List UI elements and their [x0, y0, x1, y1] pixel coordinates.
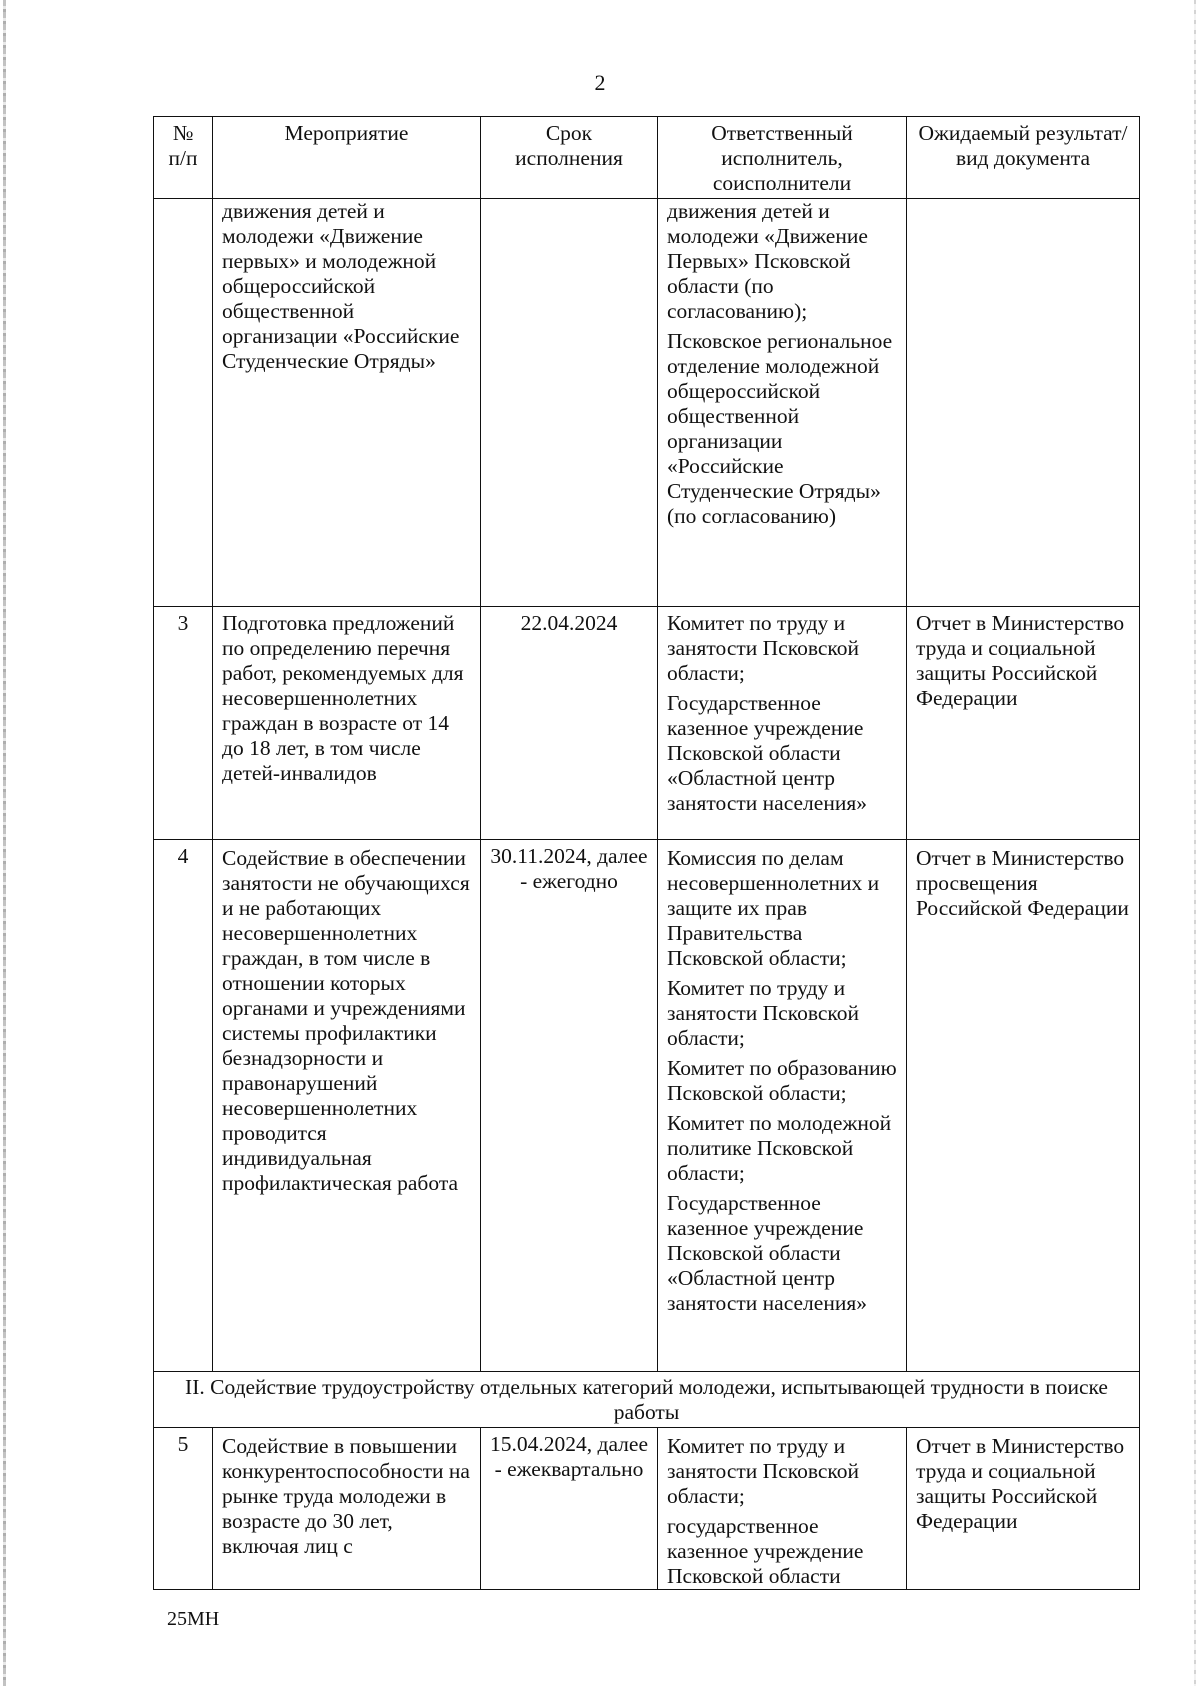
cell-num: 5: [154, 1428, 213, 1590]
cell-event: Подготовка предложений по определению перечня работ, рекомендуемых для несовершеннолетних граждан в возрасте от 14 до 18 лет, в том числе детей-инвалидов: [213, 607, 481, 840]
cell-result: Отчет в Министерство труда и социальной защиты Российской Федерации: [907, 1428, 1140, 1590]
responsible-item: движения детей и молодежи «Движение Первых» Псковской области (по согласованию);: [667, 199, 868, 323]
section-heading-row: [154, 1372, 1140, 1428]
scan-edge-right: [1194, 0, 1196, 1686]
cell-num: 3: [154, 607, 213, 840]
responsible-item: государственное казенное учреждение Псковской области: [667, 1514, 864, 1588]
cell-result: [907, 199, 1140, 607]
cell-responsible: [658, 1428, 907, 1590]
cell-term: 30.11.2024, далее - ежегодно: [481, 840, 658, 1372]
table-row-3: [154, 607, 1140, 840]
header-result: Ожидаемый результат/вид документа: [907, 117, 1140, 199]
cell-responsible: [658, 607, 907, 840]
cell-result: Отчет в Министерство просвещения Российской Федерации: [907, 840, 1140, 1372]
measures-table: [153, 116, 1140, 1590]
responsible-item: Комитет по образованию Псковской области;: [667, 1056, 897, 1105]
cell-event: Содействие в повышении конкурентоспособности на рынке труда молодежи в возрасте до 30 лет, включая лиц с: [213, 1428, 481, 1590]
header-term: Срок исполнения: [481, 117, 658, 199]
responsible-item: Государственное казенное учреждение Псковской области «Областной центр занятости населения»: [667, 691, 867, 815]
footer-code: 25МН: [167, 1608, 220, 1630]
scan-edge-left: [3, 0, 6, 1686]
cell-result: Отчет в Министерство труда и социальной защиты Российской Федерации: [907, 607, 1140, 840]
page-number: 2: [594, 70, 606, 95]
cell-term: [481, 199, 658, 607]
cell-responsible: [658, 840, 907, 1372]
responsible-item: Комитет по труду и занятости Псковской области;: [667, 1434, 859, 1508]
header-event: Мероприятие: [213, 117, 481, 199]
responsible-item: Комитет по труду и занятости Псковской области;: [667, 611, 859, 685]
section-title: II. Содействие трудоустройству отдельных категорий молодежи, испытывающей трудности в поиске работы: [154, 1372, 1140, 1428]
responsible-item: Государственное казенное учреждение Псковской области «Областной центр занятости населения»: [667, 1191, 867, 1315]
table-row-4: [154, 840, 1140, 1372]
table-row-continuation: [154, 199, 1140, 607]
cell-term: 15.04.2024, далее - ежеквартально: [481, 1428, 658, 1590]
cell-num: 4: [154, 840, 213, 1372]
header-num: № п/п: [154, 117, 213, 199]
cell-term: 22.04.2024: [481, 607, 658, 840]
responsible-item: Комиссия по делам несовершеннолетних и защите их прав Правительства Псковской области;: [667, 846, 880, 970]
cell-responsible: [658, 199, 907, 607]
header-responsible: Ответственный исполнитель, соисполнители: [658, 117, 907, 199]
responsible-item: Комитет по труду и занятости Псковской области;: [667, 976, 859, 1050]
table-header-row: [154, 117, 1140, 199]
responsible-item: Псковское региональное отделение молодежной общероссийской общественной организации «Российские Студенческие Отряды» (по согласованию): [667, 329, 893, 528]
responsible-item: Комитет по молодежной политике Псковской области;: [667, 1111, 892, 1185]
cell-event: движения детей и молодежи «Движение первых» и молодежной общероссийской общественной организации «Российские Студенческие Отряды»: [213, 199, 481, 607]
table-row-5: [154, 1428, 1140, 1590]
cell-event: Содействие в обеспечении занятости не обучающихся и не работающих несовершеннолетних граждан, в том числе в отношении которых органами и учреждениями системы профилактики безнадзорности и правонарушений несовершеннолетних проводится индивидуальная профилактическая работа: [213, 840, 481, 1372]
cell-num: [154, 199, 213, 607]
